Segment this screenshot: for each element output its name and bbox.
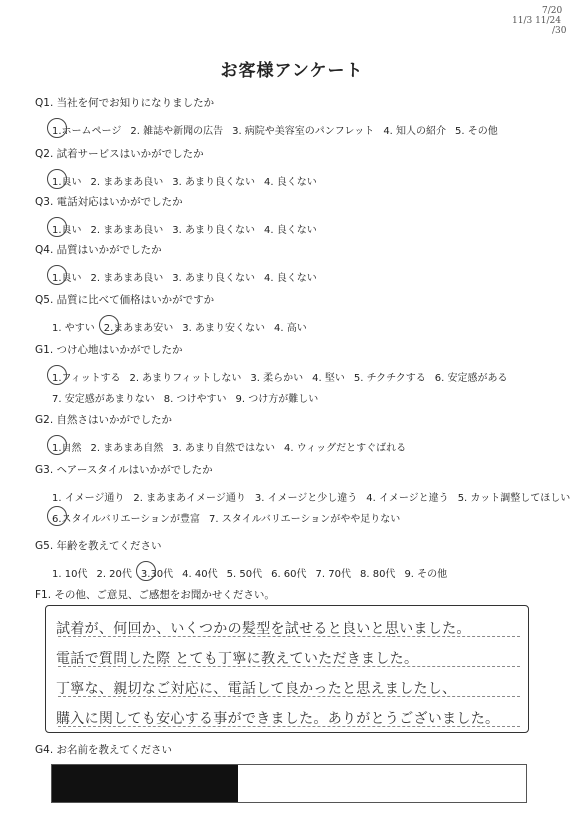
option[interactable]: 2. 20代 bbox=[96, 569, 132, 580]
question-label: Q5. 品質に比べて価格はいかがですか bbox=[35, 294, 215, 306]
option[interactable]: 4. 良くない bbox=[264, 225, 317, 236]
option[interactable]: 3. イメージと少し違う bbox=[254, 493, 358, 504]
question-f1-label: F1. その他、ご意見、ご感想をお聞かせください。 bbox=[35, 589, 275, 601]
option[interactable]: 2. まあまあ自然 bbox=[90, 443, 164, 454]
option[interactable]: 8. 80代 bbox=[359, 569, 396, 580]
option[interactable]: 6. 安定感がある bbox=[434, 373, 508, 384]
options-row bbox=[52, 319, 316, 334]
comment-text-line: 丁寧な、親切なご対応に、電話して良かったと思えましたし、 bbox=[56, 681, 457, 697]
option[interactable]: 3. 病院や美容室のパンフレット bbox=[232, 126, 375, 137]
options-row bbox=[52, 122, 507, 137]
option[interactable]: 3. あまり良くない bbox=[172, 273, 256, 284]
option[interactable]: 7. 安定感があまりない bbox=[52, 394, 155, 405]
comment-text-line: 電話で質問した際 とても丁寧に教えていただきました。 bbox=[56, 651, 419, 667]
comment-box[interactable] bbox=[45, 605, 529, 733]
option-selected[interactable]: 3.30代 bbox=[141, 565, 173, 580]
question-label: Q1. 当社を何でお知りになりましたか bbox=[35, 97, 215, 109]
question-label: Q4. 品質はいかがでしたか bbox=[35, 244, 162, 256]
option[interactable]: 9. その他 bbox=[404, 569, 448, 580]
option[interactable]: 4. 知人の紹介 bbox=[383, 126, 447, 137]
option[interactable]: 4. 良くない bbox=[264, 177, 317, 188]
option[interactable]: 3. あまり良くない bbox=[172, 177, 256, 188]
options-row bbox=[52, 173, 326, 188]
option[interactable]: 2. まあまあ良い bbox=[90, 177, 164, 188]
option[interactable]: 4. 堅い bbox=[312, 373, 345, 384]
option[interactable]: 5. その他 bbox=[455, 126, 498, 137]
options-row bbox=[52, 390, 327, 405]
corner-note-line: /30 bbox=[552, 26, 567, 36]
option[interactable]: 2. まあまあ良い bbox=[90, 273, 164, 284]
option[interactable]: 2. あまりフィットしない bbox=[129, 373, 242, 384]
option-selected[interactable]: 1.フィットする bbox=[52, 369, 120, 384]
option[interactable]: 6. 60代 bbox=[271, 569, 307, 580]
corner-note-line: 11/3 11/24 bbox=[512, 16, 562, 26]
option[interactable]: 3. あまり安くない bbox=[182, 323, 266, 334]
option-selected[interactable]: 1.良い bbox=[52, 173, 82, 188]
comment-text-line: 購入に関しても安心する事ができました。ありがとうございました。 bbox=[56, 711, 500, 727]
option-selected[interactable]: 2.まあまあ安い bbox=[104, 319, 174, 334]
question-label: G1. つけ心地はいかがでしたか bbox=[35, 344, 183, 356]
question-label: G5. 年齢を教えてください bbox=[35, 540, 162, 552]
options-row bbox=[52, 439, 415, 454]
question-label: G3. ヘアースタイルはいかがでしたか bbox=[35, 464, 213, 476]
option-selected[interactable]: 1.ホームページ bbox=[52, 122, 121, 137]
options-row bbox=[52, 510, 409, 525]
question-g4-label: G4. お名前を教えてください bbox=[35, 744, 172, 756]
options-row bbox=[52, 369, 517, 384]
option[interactable]: 8. つけやすい bbox=[163, 394, 227, 405]
options-row bbox=[52, 269, 326, 284]
comment-text-line: 試着が、何回か、いくつかの髪型を試せると良いと思いました。 bbox=[56, 621, 471, 637]
options-row bbox=[52, 221, 326, 236]
option[interactable]: 4. イメージと違う bbox=[366, 493, 449, 504]
option[interactable]: 5. 50代 bbox=[226, 569, 263, 580]
option[interactable]: 4. 良くない bbox=[264, 273, 317, 284]
option[interactable]: 7. 70代 bbox=[315, 569, 351, 580]
option[interactable]: 7. スタイルバリエーションがやや足りない bbox=[209, 514, 401, 525]
option[interactable]: 3. あまり自然ではない bbox=[172, 443, 276, 454]
option[interactable]: 1. やすい bbox=[52, 323, 95, 334]
option[interactable]: 2. まあまあイメージ通り bbox=[133, 493, 246, 504]
option[interactable]: 9. つけ方が難しい bbox=[235, 394, 319, 405]
options-row bbox=[52, 565, 456, 580]
option-selected[interactable]: 1.自然 bbox=[52, 439, 82, 454]
options-row bbox=[52, 489, 579, 504]
name-field[interactable] bbox=[51, 764, 527, 803]
option-selected[interactable]: 6.スタイルバリエーションが豊富 bbox=[52, 510, 200, 525]
option[interactable]: 2. まあまあ良い bbox=[90, 225, 164, 236]
option[interactable]: 1. イメージ通り bbox=[52, 493, 125, 504]
option-selected[interactable]: 1.良い bbox=[52, 269, 82, 284]
handwritten-corner-note bbox=[512, 6, 576, 40]
question-label: Q2. 試着サービスはいかがでしたか bbox=[35, 148, 204, 160]
option[interactable]: 4. ウィッグだとすぐばれる bbox=[284, 443, 407, 454]
question-label: G2. 自然さはいかがでしたか bbox=[35, 414, 172, 426]
option[interactable]: 2. 雑誌や新聞の広告 bbox=[130, 126, 224, 137]
question-label: Q3. 電話対応はいかがでしたか bbox=[35, 196, 183, 208]
option[interactable]: 1. 10代 bbox=[52, 569, 88, 580]
page-title: お客様アンケート bbox=[220, 61, 364, 81]
option-selected[interactable]: 1.良い bbox=[52, 221, 82, 236]
redaction-block bbox=[52, 765, 238, 802]
option[interactable]: 4. 40代 bbox=[182, 569, 218, 580]
corner-note-line: 7/20 bbox=[542, 6, 563, 16]
option[interactable]: 5. チクチクする bbox=[353, 373, 426, 384]
option[interactable]: 5. カット調整してほしい bbox=[457, 493, 571, 504]
option[interactable]: 3. あまり良くない bbox=[172, 225, 256, 236]
option[interactable]: 4. 高い bbox=[274, 323, 307, 334]
option[interactable]: 3. 柔らかい bbox=[250, 373, 304, 384]
